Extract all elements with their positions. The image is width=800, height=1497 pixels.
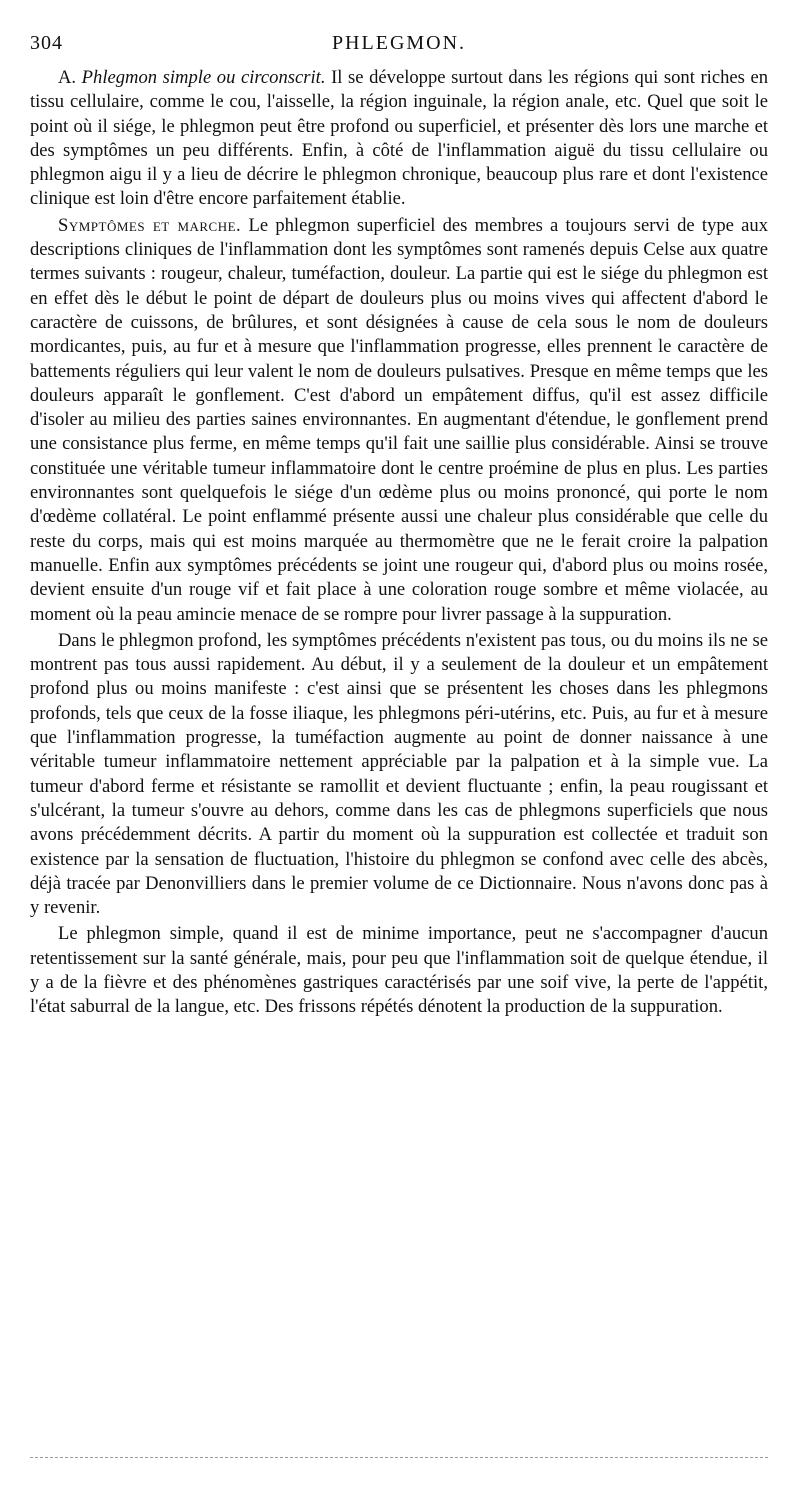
- paragraph-text: Le phlegmon superficiel des membres a toujours servi de type aux descriptions cliniques de l'inflammation dont les symptômes sont ramenés depuis Celse aux quatre termes suivants : rougeur, chaleur, tuméfaction, douleur. La partie qui est le siége du phlegmon est en effet dès le début le point de départ de douleurs plus ou moins vives qui affectent d'abord le caractère de cuissons, de brûlures, et sont désignées à cause de cela sous le nom de douleurs mordicantes, puis, au fur et à mesure que l'inflammation progresse, elles prennent le caractère de battements réguliers qui leur valent le nom de douleurs pulsatives. Presque en même temps que les douleurs apparaît le gonflement. C'est d'abord un empâtement diffus, qu'il est assez difficile d'isoler au milieu des parties saines environnantes. En augmentant d'étendue, le gonflement prend une consistance plus ferme, en même temps qu'il fait une saillie plus considérable. Ainsi se trouve constituée une véritable tumeur inflammatoire dont le centre proémine de plus en plus. Les parties environnantes sont quelquefois le siége d'un œdème plus ou moins prononcé, qui porte le nom d'œdème collatéral. Le point enflammé présente aussi une chaleur plus considérable que celle du reste du corps, mais qui est moins marquée au thermomètre que ne le ferait croire la palpation manuelle. Enfin aux symptômes précédents se joint une rougeur qui, d'abord plus ou moins rosée, devient ensuite d'un rouge vif et fait place à une coloration rouge sombre et même violacée, au moment où la peau amincie menace de se rompre pour livrer passage à la suppuration.: [30, 214, 769, 625]
- paragraph-symptomes: [30, 214, 768, 627]
- paragraph-phlegmon-simple: [30, 66, 768, 212]
- body-text: [30, 66, 768, 1020]
- page-number: 304: [30, 32, 63, 54]
- section-title-symptomes: Symptômes et marche.: [58, 214, 242, 236]
- running-title: PHLEGMON.: [331, 32, 467, 54]
- paragraph-phlegmon-profond: Dans le phlegmon profond, les symptômes précédents n'existent pas tous, ou du moins ils ne se montrent pas tous aussi rapidement. Au début, il y a seulement de la douleur et un empâtement profond plus ou moins manifeste : c'est ainsi que se présentent les choses dans les phlegmons profonds, tels que ceux de la fosse iliaque, les phlegmons péri-utérins, etc. Puis, au fur et à mesure que l'inflammation progresse, la tuméfaction augmente au point de donner naissance à une véritable tumeur inflammatoire nettement appréciable par la palpation et à la simple vue. La tumeur d'abord ferme et résistante se ramollit et devient fluctuante ; enfin, la peau rougissant et s'ulcérant, la tumeur s'ouvre au dehors, comme dans les cas de phlegmons superficiels que nous avons précédemment décrits. A partir du moment où la suppuration est collectée et traduit son existence par la sensation de fluctuation, l'histoire du phlegmon se confond avec celle des abcès, déjà tracée par Denonvilliers dans le premier volume de ce Dictionnaire. Nous n'avons donc pas à y revenir.: [30, 629, 768, 919]
- paragraph-phlegmon-simple-general: Le phlegmon simple, quand il est de minime importance, peut ne s'accompagner d'aucun retentissement sur la santé générale, mais, pour peu que l'inflammation soit de quelque étendue, il y a de la fièvre et des phénomènes gastriques caractérisés par une soif vive, la perte de l'appétit, l'état saburral de la langue, etc. Des frissons répétés dénotent la production de la suppuration.: [30, 923, 768, 1018]
- footer-rule: [30, 1457, 768, 1458]
- running-head: [30, 28, 768, 58]
- paragraph-text: Il se développe surtout dans les régions qui sont riches en tissu cellulaire, comme le cou, l'aisselle, la région inguinale, la région anale, etc. Quel que soit le point où il siége, le phlegmon peut être profond ou superficiel, et présenter dès lors une marche et des symptômes un peu différents. Enfin, à côté de l'inflammation aiguë du tissu cellulaire ou phlegmon aigu il y a lieu de décrire le phlegmon chronique, beaucoup plus rare et dont l'existence clinique est loin d'être encore parfaitement établie.: [30, 67, 768, 210]
- section-label: A.: [58, 67, 77, 88]
- section-title-phlegmon-simple: Phlegmon simple ou circonscrit.: [81, 67, 326, 88]
- book-page: [30, 28, 768, 1020]
